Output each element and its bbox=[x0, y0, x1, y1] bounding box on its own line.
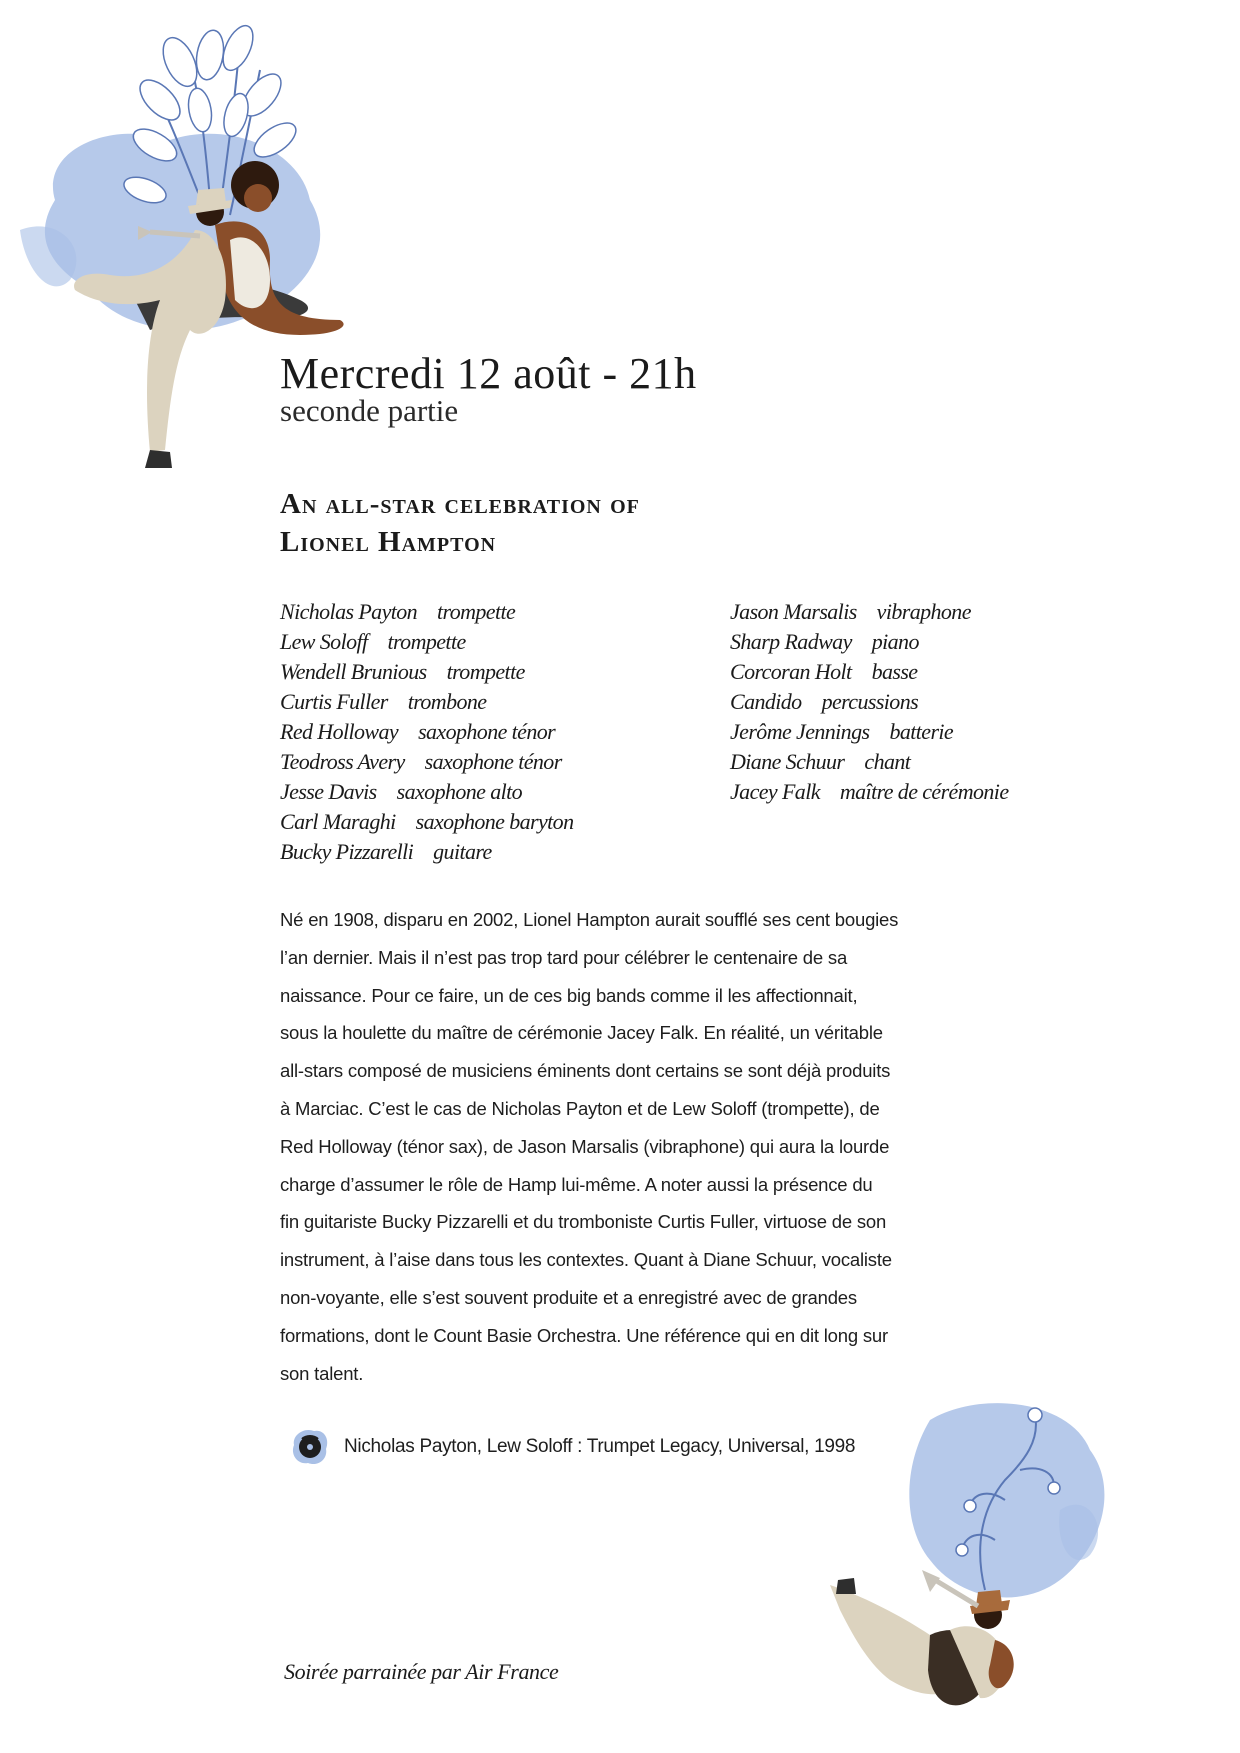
body-line: fin guitariste Bucky Pizzarelli et du tromboniste Curtis Fuller, virtuose de son bbox=[280, 1211, 887, 1233]
musician-name: Bucky Pizzarelli bbox=[280, 839, 414, 864]
concert-title-line1: An all-star celebration of bbox=[280, 488, 640, 520]
lineup-item bbox=[730, 717, 1008, 747]
musician-name: Wendell Brunious bbox=[280, 659, 427, 684]
musician-name: Nicholas Payton bbox=[280, 599, 418, 624]
lineup-item bbox=[280, 717, 574, 747]
body-line: son talent. bbox=[280, 1362, 364, 1384]
lineup-right-column bbox=[730, 597, 1008, 807]
event-date-title: Mercredi 12 août - 21h bbox=[280, 349, 697, 398]
body-line: instrument, à l’aise dans tous les contextes. Quant à Diane Schuur, vocaliste bbox=[280, 1249, 892, 1271]
musician-name: Jerôme Jennings bbox=[730, 719, 870, 744]
musician-role: batterie bbox=[889, 719, 954, 744]
musician-name: Corcoran Holt bbox=[730, 659, 852, 684]
musician-role: trombone bbox=[407, 689, 487, 714]
body-line: à Marciac. C’est le cas de Nicholas Payton et de Lew Soloff (trompette), de bbox=[280, 1097, 880, 1119]
lineup-item bbox=[730, 657, 1008, 687]
musician-name: Red Holloway bbox=[280, 719, 399, 744]
lineup-item bbox=[730, 747, 1008, 777]
musician-role: saxophone ténor bbox=[418, 719, 556, 744]
body-line: formations, dont le Count Basie Orchestra. Une référence qui en dit long sur bbox=[280, 1324, 888, 1346]
body-line: naissance. Pour ce faire, un de ces big bands comme il les affectionnait, bbox=[280, 984, 858, 1006]
musician-name: Candido bbox=[730, 689, 802, 714]
lineup-item bbox=[280, 597, 574, 627]
musician-role: percussions bbox=[821, 689, 919, 714]
lineup-item bbox=[280, 837, 574, 867]
lineup-left-column bbox=[280, 597, 574, 867]
musician-role: vibraphone bbox=[876, 599, 971, 624]
musician-name: Jacey Falk bbox=[730, 779, 820, 804]
lineup-item bbox=[280, 687, 574, 717]
musician-role: saxophone ténor bbox=[424, 749, 562, 774]
lineup-item bbox=[280, 807, 574, 837]
musician-name: Carl Maraghi bbox=[280, 809, 396, 834]
lineup-item bbox=[280, 657, 574, 687]
musician-name: Jesse Davis bbox=[280, 779, 377, 804]
body-line: non-voyante, elle s’est souvent produite et a enregistré avec de grandes bbox=[280, 1286, 857, 1308]
trumpeter-illustration bbox=[810, 1380, 1240, 1753]
record-icon bbox=[288, 1425, 332, 1469]
body-line: sous la houlette du maître de cérémonie Jacey Falk. En réalité, un véritable bbox=[280, 1022, 883, 1044]
musician-name: Sharp Radway bbox=[730, 629, 852, 654]
musician-role: piano bbox=[871, 629, 919, 654]
event-subtitle: seconde partie bbox=[280, 393, 459, 428]
lineup-item bbox=[280, 747, 574, 777]
lineup-item bbox=[730, 777, 1008, 807]
musician-role: trompette bbox=[387, 629, 466, 654]
musician-role: guitare bbox=[433, 839, 492, 864]
lineup-item bbox=[730, 627, 1008, 657]
body-line: Né en 1908, disparu en 2002, Lionel Hampton aurait soufflé ses cent bougies bbox=[280, 909, 899, 930]
musician-role: maître de cérémonie bbox=[839, 779, 1009, 804]
musician-role: trompette bbox=[446, 659, 525, 684]
musician-name: Diane Schuur bbox=[730, 749, 845, 774]
musician-role: trompette bbox=[437, 599, 516, 624]
musician-role: saxophone alto bbox=[396, 779, 523, 804]
body-line: l’an dernier. Mais il n’est pas trop tard pour célébrer le centenaire de sa bbox=[280, 946, 848, 968]
musician-role: basse bbox=[871, 659, 918, 684]
lineup-item bbox=[280, 627, 574, 657]
concert-title bbox=[280, 485, 640, 561]
musician-name: Lew Soloff bbox=[280, 629, 368, 654]
lineup-item bbox=[280, 777, 574, 807]
sponsor-note: Soirée parrainée par Air France bbox=[284, 1659, 559, 1684]
body-line: all-stars composé de musiciens éminents dont certains se sont déjà produits bbox=[280, 1060, 891, 1082]
musician-name: Teodross Avery bbox=[280, 749, 405, 774]
musician-role: chant bbox=[864, 749, 911, 774]
discography-text: Nicholas Payton, Lew Soloff : Trumpet Legacy, Universal, 1998 bbox=[344, 1436, 856, 1457]
lineup-item bbox=[730, 687, 1008, 717]
musician-name: Jason Marsalis bbox=[730, 599, 857, 624]
body-line: charge d’assumer le rôle de Hamp lui-même. A noter aussi la présence du bbox=[280, 1173, 873, 1195]
body-line: Red Holloway (ténor sax), de Jason Marsalis (vibraphone) qui aura la lourde bbox=[280, 1135, 890, 1157]
musician-role: saxophone baryton bbox=[415, 809, 574, 834]
musician-name: Curtis Fuller bbox=[280, 689, 388, 714]
concert-title-line2: Lionel Hampton bbox=[280, 526, 497, 558]
article-body bbox=[280, 901, 900, 1392]
lineup-item bbox=[730, 597, 1008, 627]
discography-note bbox=[288, 1425, 855, 1469]
